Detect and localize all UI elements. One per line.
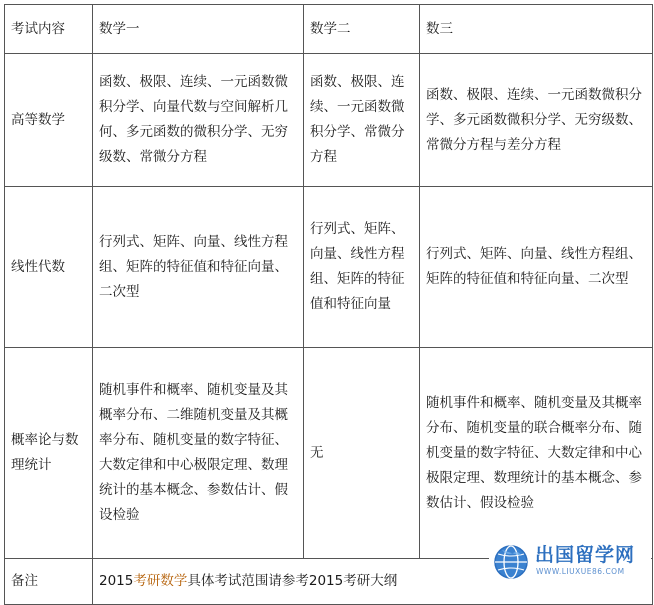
row-label-calculus: 高等数学 [5, 54, 93, 187]
linear-algebra-math-one: 行列式、矩阵、向量、线性方程组、矩阵的特征值和特征向量、二次型 [93, 187, 304, 348]
header-math-one: 数学一 [93, 5, 304, 54]
calculus-math-two: 函数、极限、连续、一元函数微积分学、常微分方程 [304, 54, 420, 187]
probability-math-two: 无 [304, 348, 420, 559]
header-math-three: 数三 [420, 5, 653, 54]
calculus-math-one: 函数、极限、连续、一元函数微积分学、向量代数与空间解析几何、多元函数的微积分学、无穷级数、常微分方程 [93, 54, 304, 187]
linear-algebra-math-two: 行列式、矩阵、向量、线性方程组、矩阵的特征值和特征向量 [304, 187, 420, 348]
watermark-title: 出国留学网 [535, 544, 636, 566]
calculus-math-three: 函数、极限、连续、一元函数微积分学、多元函数微积分学、无穷级数、常微分方程与差分方程 [420, 54, 653, 187]
row-label-linear-algebra: 线性代数 [5, 187, 93, 348]
note-suffix: 具体考试范围请参考2015考研大纲 [187, 573, 398, 589]
header-math-two: 数学二 [304, 5, 420, 54]
linear-algebra-math-three: 行列式、矩阵、向量、线性方程组、矩阵的特征值和特征向量、二次型 [420, 187, 653, 348]
note-prefix: 2015 [99, 573, 134, 589]
syllabus-table [4, 4, 653, 605]
table-row [5, 348, 653, 559]
globe-icon [493, 544, 529, 580]
table-row [5, 54, 653, 187]
table-header-row [5, 5, 653, 54]
header-exam-content: 考试内容 [5, 5, 93, 54]
note-label: 备注 [5, 559, 93, 605]
probability-math-three: 随机事件和概率、随机变量及其概率分布、随机变量的联合概率分布、随机变量的数字特征、大数定律和中心极限定理、数理统计的基本概念、参数估计、假设检验 [420, 348, 653, 559]
probability-math-one: 随机事件和概率、随机变量及其概率分布、二维随机变量及其概率分布、随机变量的数字特征、大数定律和中心极限定理、数理统计的基本概念、参数估计、假设检验 [93, 348, 304, 559]
table-row [5, 187, 653, 348]
note-link[interactable]: 考研数学 [133, 573, 188, 589]
row-label-probability: 概率论与数理统计 [5, 348, 93, 559]
watermark-url: WWW.LIUXUE86.COM [536, 567, 625, 576]
watermark-logo [489, 540, 651, 584]
